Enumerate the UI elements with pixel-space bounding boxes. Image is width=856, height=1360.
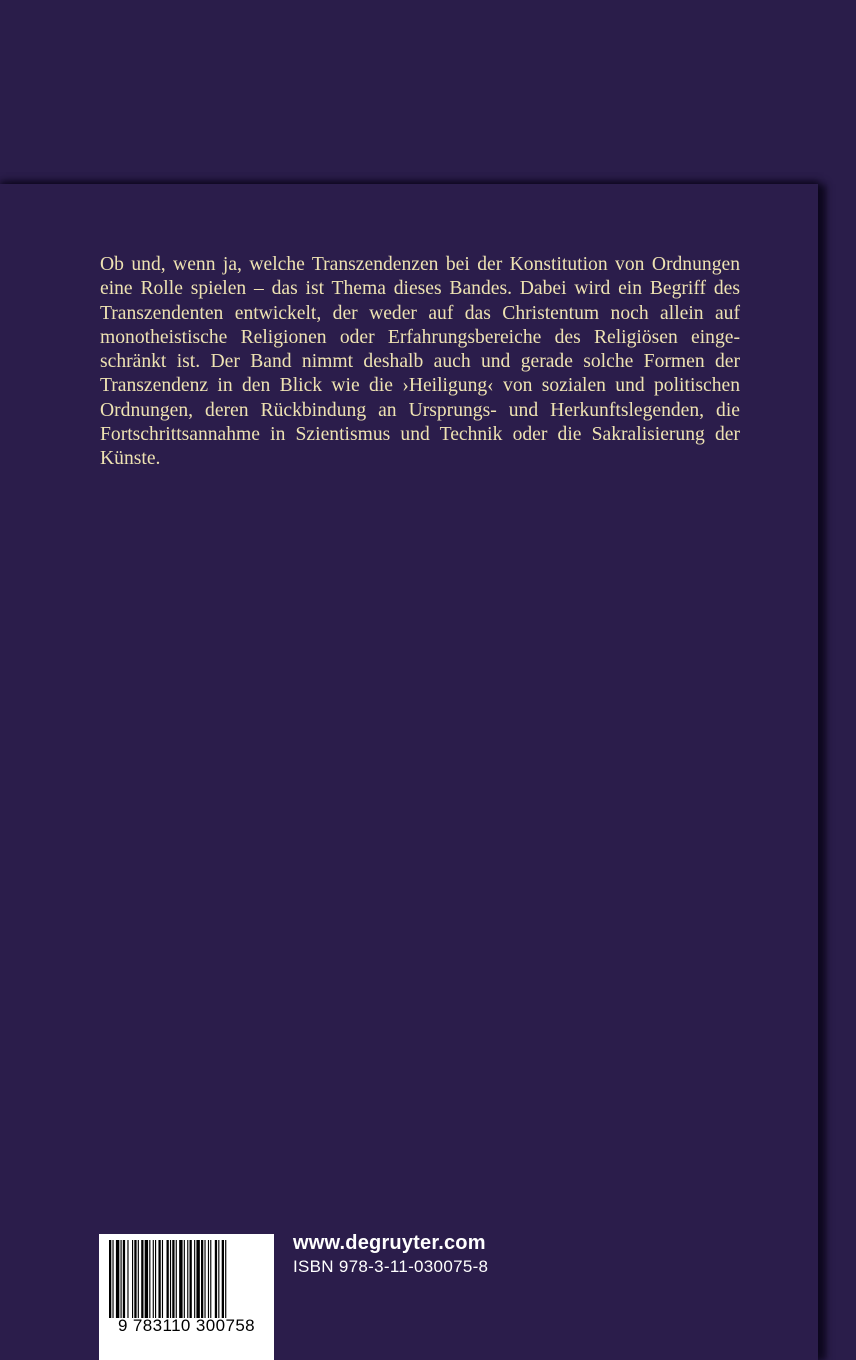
barcode-bar bbox=[187, 1240, 188, 1318]
barcode-bar bbox=[190, 1240, 192, 1318]
barcode-bar bbox=[172, 1240, 174, 1318]
barcode-bar bbox=[167, 1240, 169, 1318]
barcode-bar bbox=[138, 1240, 139, 1318]
barcode-bar bbox=[121, 1240, 122, 1318]
barcode-bar bbox=[210, 1240, 211, 1318]
barcode-bar bbox=[201, 1240, 203, 1318]
barcode-bar bbox=[145, 1240, 148, 1318]
barcode-bar bbox=[109, 1240, 111, 1318]
barcode-bar bbox=[141, 1240, 143, 1318]
barcode-bar bbox=[184, 1240, 185, 1318]
barcode-bar bbox=[132, 1240, 133, 1318]
barcode-bar bbox=[194, 1240, 195, 1318]
barcode-bar bbox=[225, 1240, 226, 1318]
barcode-digits: 9 783110 300758 bbox=[117, 1316, 256, 1335]
barcode-bar bbox=[196, 1240, 199, 1318]
barcode-bar bbox=[176, 1240, 177, 1318]
background-top bbox=[0, 0, 856, 184]
blurb-text: Ob und, wenn ja, welche Transzendenzen bei der Konstitution von Ordnungen eine Rolle spielen – das ist Thema dieses Bandes. Dabei wird ein Begriff des Transzendenten entwickelt, der weder auf das Christentum noch allein auf monotheistische Religionen oder Erfahrungsbereiche des Religiösen eingeschränkt ist. Der Band nimmt deshalb auch und gerade solche Formen der Transzendenz in den Blick wie die ›Heiligung‹ von sozialen und politischen Ordnungen, deren Rückbindung an Ursprungs- und Herkunftslegenden, die Fortschrittsannahme in Szientismus und Technik oder die Sakralisierung der Künste. bbox=[100, 254, 740, 470]
publisher-url[interactable]: www.degruyter.com bbox=[293, 1232, 486, 1254]
barcode bbox=[99, 1234, 274, 1360]
isbn-number: ISBN 978-3-11-030075-8 bbox=[293, 1257, 489, 1276]
barcode-bar bbox=[112, 1240, 113, 1318]
barcode-bar bbox=[127, 1240, 128, 1318]
barcode-bar bbox=[116, 1240, 119, 1318]
barcode-bar bbox=[155, 1240, 156, 1318]
barcode-bar bbox=[134, 1240, 136, 1318]
barcode-bar bbox=[179, 1240, 182, 1318]
barcode-bar bbox=[218, 1240, 219, 1318]
barcode-bar bbox=[149, 1240, 150, 1318]
barcode-bars bbox=[109, 1240, 264, 1318]
barcode-bar bbox=[222, 1240, 224, 1318]
barcode-bar bbox=[208, 1240, 209, 1318]
barcode-bar bbox=[204, 1240, 205, 1318]
barcode-bar bbox=[153, 1240, 154, 1318]
barcode-bar bbox=[123, 1240, 125, 1318]
barcode-bar bbox=[215, 1240, 217, 1318]
barcode-bar bbox=[158, 1240, 160, 1318]
barcode-bar bbox=[162, 1240, 163, 1318]
barcode-bar bbox=[170, 1240, 171, 1318]
